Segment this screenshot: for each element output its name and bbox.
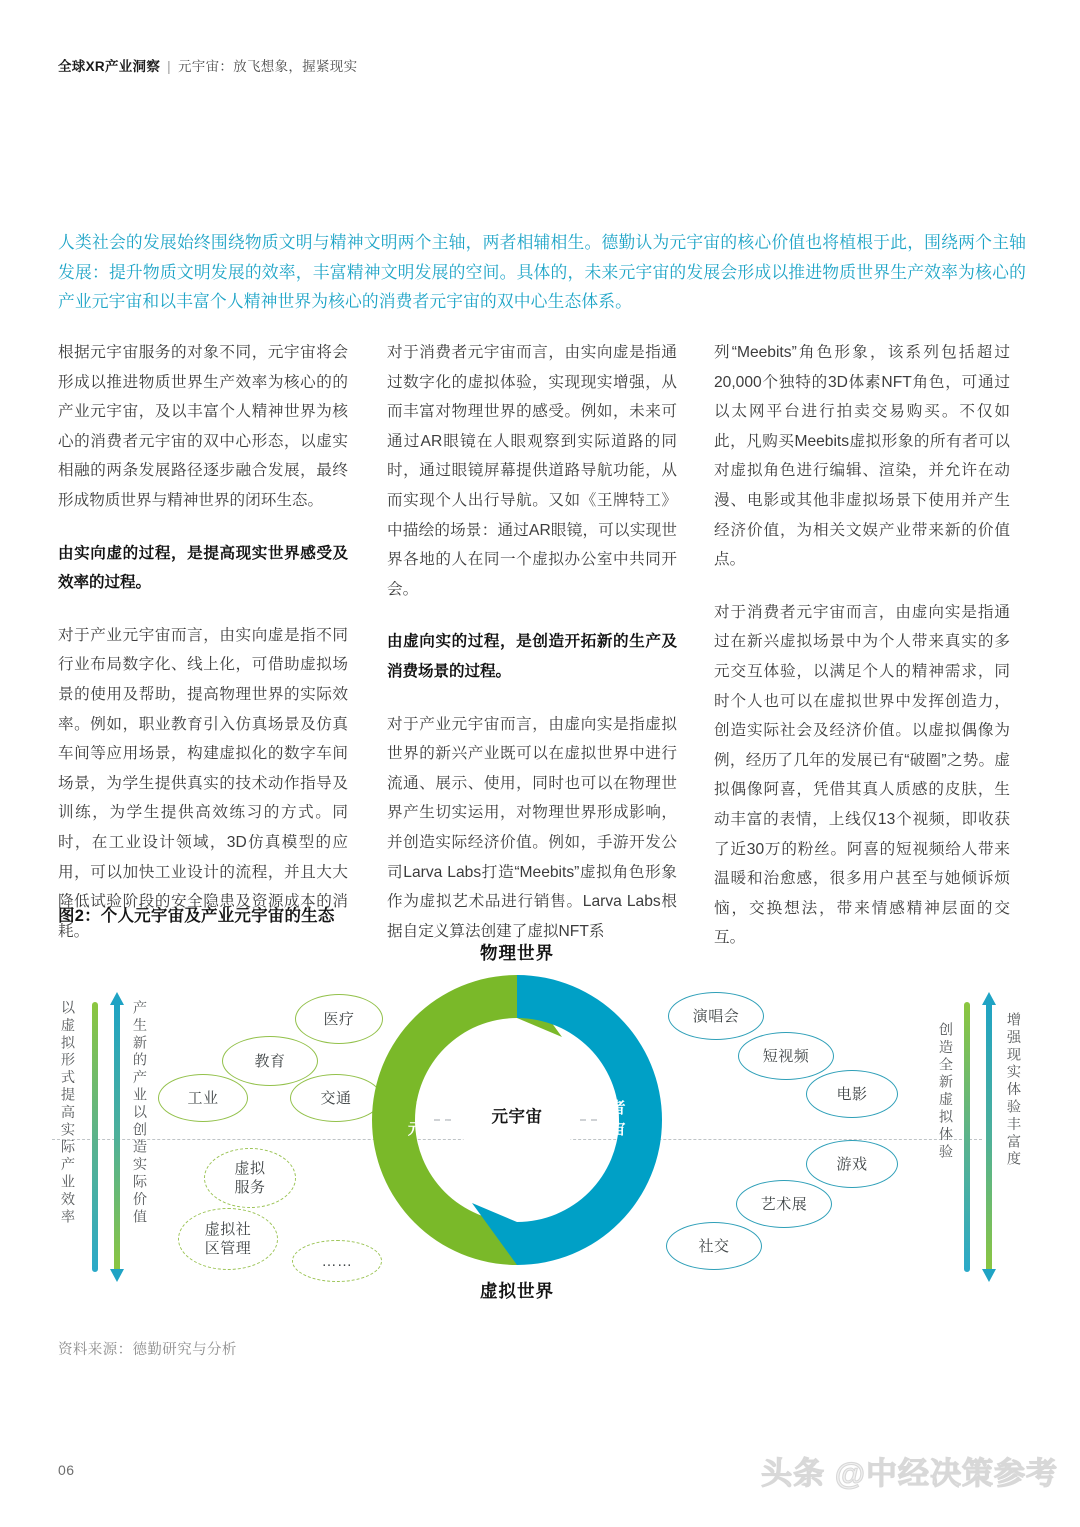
bubble-movie: 电影 bbox=[806, 1070, 898, 1118]
paragraph: 根据元宇宙服务的对象不同，元宇宙将会形成以推进物质世界生产效率为核心的的产业元宇宙，及以丰富个人精神世界为核心的消费者元宇宙的双中心形态，以虚实相融的两条发展路径逐步融合发展，最终形成物质世界与精神世界的闭环生态。 bbox=[58, 344, 348, 509]
paragraph: 列“Meebits”角色形象，该系列包括超过20,000个独特的3D体素NFT角色，可通过以太网平台进行拍卖交易购买。不仅如此，凡购买Meebits虚拟形象的所有者可以对虚拟角色进行编辑、渲染，并允许在动漫、电影或其他非虚拟场景下使用并产生经济价值，为相关文娱产业带来新的价值点。 bbox=[714, 344, 1010, 569]
report-title: 全球XR产业洞察 bbox=[58, 59, 161, 74]
paragraph: 对于消费者元宇宙而言，由虚向实是指通过在新兴虚拟场景中为个人带来真实的多元交互体验，以满足个人的精神需求，同时个人也可以在虚拟世界中发挥创造力，创造实际社会及经济价值。以虚拟偶像为例，经历了几年的发展已有“破圈”之势。虚拟偶像阿喜，凭借其真人质感的皮肤，生动丰富的表情，上线仅13个视频，即收获了近30万的粉丝。阿喜的短视频给人带来温暖和治愈感，很多用户甚至与她倾诉烦恼，交换想法，带来情感精神层面的交互。 bbox=[714, 603, 1010, 947]
industrial-metaverse-label bbox=[396, 1098, 468, 1140]
gradient-bar bbox=[92, 1002, 98, 1272]
paragraph: 对于产业元宇宙而言，由虚向实是指虚拟世界的新兴产业既可以在虚拟世界中进行流通、展示、使用，同时也可以在物理世界产生切实运用，对物理世界形成影响，并创造实际经济价值。例如，手游开发公司Larva Labs打造“Meebits”虚拟角色形象作为虚拟艺术品进行销售。Larva Labs根据自定义算法创建了虚拟NFT系 bbox=[387, 715, 677, 940]
bubble-education: 教育 bbox=[222, 1036, 318, 1086]
paragraph: 对于产业元宇宙而言，由实向虚是指不同行业布局数字化、线上化，可借助虚拟场景的使用及帮助，提高物理世界的实际效率。例如，职业教育引入仿真场景及仿真车间等应用场景，构建虚拟化的数字车间场景，为学生提供真实的技术动作指导及训练，为学生提供高效练习的方式。同时，在工业设计领域，3D仿真模型的应用，可以加快工业设计的流程，并且大大降低试验阶段的安全隐患及资源成本的消耗。 bbox=[58, 626, 348, 940]
bubble-virtual-community-management bbox=[178, 1208, 278, 1270]
arrow-down-icon bbox=[110, 1269, 124, 1282]
cycle-diagram bbox=[372, 943, 662, 1301]
physical-world-label: 物理世界 bbox=[480, 943, 554, 963]
page-number: 06 bbox=[58, 1462, 75, 1478]
left-green-bar bbox=[88, 992, 102, 1282]
label-line-2: 元宇宙 bbox=[577, 1121, 627, 1138]
label-line-1: 产业 bbox=[415, 1100, 449, 1117]
bubble-transport: 交通 bbox=[290, 1074, 382, 1122]
right-axis-label-inner: 创造全新虚拟体验 bbox=[937, 1022, 953, 1162]
bubble-virtual-service bbox=[204, 1148, 296, 1208]
gradient-bar bbox=[986, 1002, 992, 1272]
virtual-world-label: 虚拟世界 bbox=[480, 1281, 554, 1301]
bubble-line-1: 虚拟社 bbox=[204, 1221, 252, 1238]
paragraph: 对于消费者元宇宙而言，由实向虚是指通过数字化的虚拟体验，实现现实增强，从而丰富对物理世界的感受。例如，未来可通过AR眼镜在人眼观察到实际道路的同时，通过眼镜屏幕提供道路导航功能，从而实现个人出行导航。又如《王牌特工》中描绘的场景：通过AR眼镜，可以实现世界各地的人在同一个虚拟办公室中共同开会。 bbox=[387, 344, 677, 598]
gradient-bar bbox=[114, 1002, 120, 1272]
body-column-3 bbox=[714, 338, 1010, 953]
subheading: 由实向虚的过程，是提高现实世界感受及效率的过程。 bbox=[58, 544, 348, 592]
bubble-concert: 演唱会 bbox=[668, 992, 764, 1040]
lead-paragraph: 人类社会的发展始终围绕物质文明与精神文明两个主轴，两者相辅相生。德勤认为元宇宙的核心价值也将植根于此，围绕两个主轴发展：提升物质文明发展的效率，丰富精神文明发展的空间。具体的，未来元宇宙的发展会形成以推进物质世界生产效率为核心的产业元宇宙和以丰富个人精神世界为核心的消费者元宇宙的双中心生态体系。 bbox=[58, 233, 1026, 311]
figure-source-note: 资料来源：德勤研究与分析 bbox=[58, 1342, 237, 1358]
bubble-industry: 工业 bbox=[158, 1074, 248, 1122]
bubble-art-exhibition: 艺术展 bbox=[736, 1180, 832, 1228]
bubble-social: 社交 bbox=[666, 1222, 762, 1270]
left-blue-arrow bbox=[110, 992, 124, 1282]
bubble-line-1: 虚拟 bbox=[234, 1160, 266, 1177]
label-line-2: 元宇宙 bbox=[407, 1121, 457, 1138]
right-green-bar bbox=[960, 992, 974, 1282]
bubble-ellipsis: …… bbox=[292, 1240, 382, 1282]
metaverse-center-label: 元宇宙 bbox=[491, 1108, 543, 1126]
bubble-medical: 医疗 bbox=[295, 994, 383, 1044]
left-axis-label-outer: 以虚拟形式提高实际产业效率 bbox=[59, 1000, 75, 1227]
arrow-down-icon bbox=[982, 1269, 996, 1282]
bubble-line-2: 服务 bbox=[234, 1179, 266, 1196]
header-separator: | bbox=[167, 59, 171, 74]
subheading: 由虚向实的过程，是创造开拓新的生产及消费场景的过程。 bbox=[387, 633, 677, 680]
body-column-1 bbox=[58, 338, 348, 946]
report-subtitle: 元宇宙：放飞想象，握紧现实 bbox=[177, 59, 358, 74]
body-column-2 bbox=[387, 338, 677, 946]
right-axis-label-outer: 增强现实体验丰富度 bbox=[1005, 1012, 1021, 1169]
bubble-line-2: 区管理 bbox=[204, 1240, 252, 1257]
watermark: 头条 @中经决策参考 bbox=[761, 1456, 1058, 1491]
left-axis-label-inner: 产生新的产业以创造实际价值 bbox=[131, 1000, 147, 1227]
consumer-metaverse-label bbox=[564, 1098, 640, 1140]
running-header bbox=[58, 55, 357, 75]
gradient-bar bbox=[964, 1002, 970, 1272]
label-line-1: 消费者 bbox=[577, 1100, 627, 1117]
figure-caption: 图2：个人元宇宙及产业元宇宙的生态 bbox=[58, 907, 335, 925]
bubble-short-video: 短视频 bbox=[738, 1032, 834, 1080]
right-blue-arrow bbox=[982, 992, 996, 1282]
bubble-game: 游戏 bbox=[806, 1140, 898, 1188]
